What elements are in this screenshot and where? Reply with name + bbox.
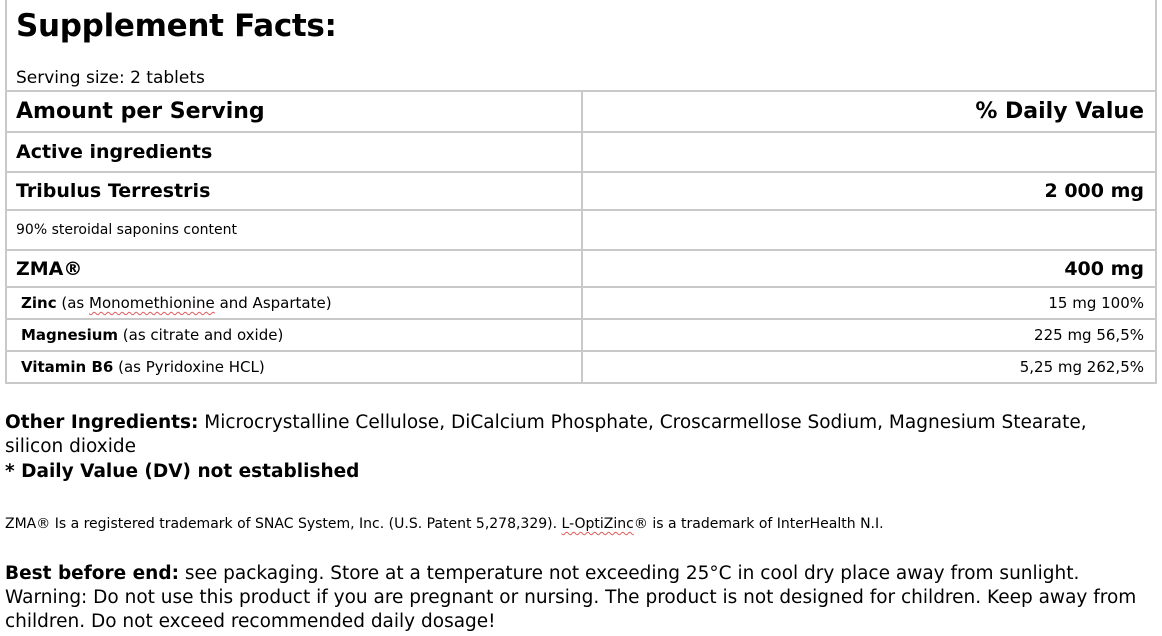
magnesium-amount: 225 mg 56,5% xyxy=(582,319,1155,351)
tribulus-name: Tribulus Terrestris xyxy=(7,172,582,210)
tribulus-amount: 2 000 mg xyxy=(582,172,1155,210)
saponins-content: 90% steroidal saponins content xyxy=(7,210,582,250)
trademark-pre: ZMA® Is a registered trademark of SNAC System, Inc. (U.S. Patent 5,278,329). xyxy=(5,516,562,532)
best-before-label: Best before end: xyxy=(5,563,179,584)
facts-table xyxy=(7,92,1155,382)
table-header-row xyxy=(7,92,1155,132)
magnesium-name: Magnesium xyxy=(21,326,119,344)
trademark-note xyxy=(5,512,1148,536)
magnesium-detail: (as citrate and oxide) xyxy=(118,326,284,344)
other-ingredients-label: Other Ingredients: xyxy=(5,412,199,433)
serving-size: Serving size: 2 tablets xyxy=(16,68,205,88)
zma-amount: 400 mg xyxy=(582,250,1155,287)
daily-value-header: % Daily Value xyxy=(582,92,1155,132)
zma-name: ZMA® xyxy=(7,250,582,287)
b6-detail: (as Pyridoxine HCL) xyxy=(113,358,265,376)
daily-value-note: * Daily Value (DV) not established xyxy=(5,461,360,482)
trademark-post: ® is a trademark of InterHealth N.I. xyxy=(633,516,884,532)
zinc-name: Zinc xyxy=(21,294,57,312)
facts-title: Supplement Facts: xyxy=(16,8,337,44)
table-row xyxy=(7,351,1155,382)
trademark-word: L-OptiZinc xyxy=(561,516,634,532)
table-row xyxy=(7,172,1155,210)
zinc-detail-word: Monomethionine xyxy=(89,294,215,312)
b6-amount: 5,25 mg 262,5% xyxy=(1019,358,1144,376)
best-before-note xyxy=(5,562,1148,634)
zinc-detail-pre: (as xyxy=(56,294,89,312)
table-row xyxy=(7,287,1155,319)
supplement-facts-panel xyxy=(5,0,1157,384)
table-row xyxy=(7,250,1155,287)
table-row xyxy=(7,210,1155,250)
zinc-detail-post: and Aspartate) xyxy=(214,294,332,312)
table-row xyxy=(7,319,1155,351)
empty-cell xyxy=(582,132,1155,172)
empty-cell xyxy=(582,210,1155,250)
magnesium-cell xyxy=(7,319,582,351)
b6-cell xyxy=(7,351,582,382)
zinc-cell xyxy=(7,287,582,319)
b6-name: Vitamin B6 xyxy=(21,358,114,376)
best-before-text: see packaging. Store at a temperature not exceeding 25°C in cool dry place away from sunlight. Warning: Do not use this product if you are pregnant or nursing. The product is not designed for children. Keep away from children. Do not exceed recommended daily dosage! xyxy=(5,563,1137,632)
table-row xyxy=(7,132,1155,172)
facts-header xyxy=(7,0,1155,92)
other-ingredients xyxy=(5,411,1148,459)
other-ingredients-text: Microcrystalline Cellulose, DiCalcium Phosphate, Croscarmellose Sodium, Magnesium Stearate, silicon dioxide xyxy=(5,412,1087,457)
zinc-amount: 15 mg 100% xyxy=(582,287,1155,319)
active-ingredients-label: Active ingredients xyxy=(7,132,582,172)
amount-header: Amount per Serving xyxy=(7,92,582,132)
